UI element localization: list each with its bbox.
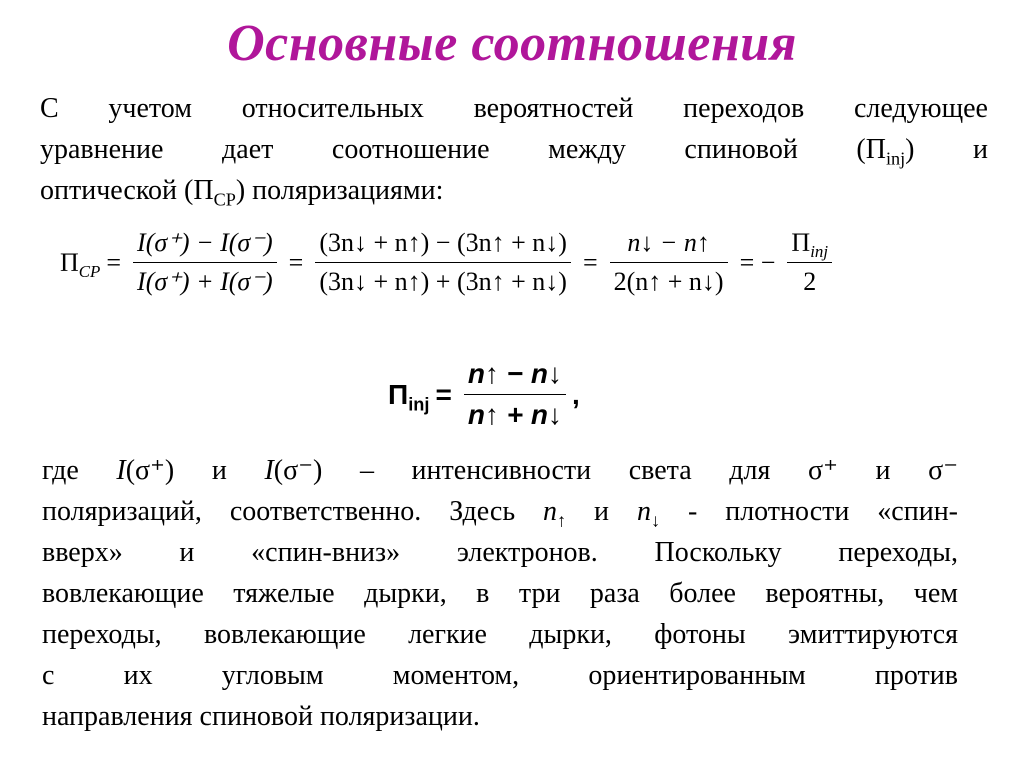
expl-line-4: вовлекающие тяжелые дырки, в три раза более вероятны, чем [42, 578, 958, 609]
explanation-paragraph [42, 450, 958, 737]
spin-down-subscript: ↓ [650, 510, 661, 531]
eq1-f2-numerator: (3n↓ + n↑) − (3n↑ + n↓) [319, 228, 567, 257]
eq1-fraction-intensity [133, 228, 277, 297]
eq1-equals-minus: = − [739, 247, 776, 277]
eq1-equals-1: = [106, 247, 122, 277]
fraction-bar [610, 262, 728, 263]
eq2-comma: , [571, 378, 580, 410]
eq2-denominator: n↑ + n↓ [467, 399, 562, 430]
fraction-bar [133, 262, 277, 263]
pi-inj-subscript: inj [885, 148, 906, 169]
eq1-equals-2: = [288, 247, 304, 277]
expl-line-1: где I(σ⁺) и I(σ⁻) – интенсивности света для σ⁺ и σ⁻ [42, 455, 958, 486]
eq2-equals: = [435, 378, 452, 410]
eq1-lhs: $\Pi_{CP}$ [60, 247, 101, 281]
expl-line-5: переходы, вовлекающие легкие дырки, фотоны эмиттируются [42, 619, 958, 650]
intro-line-2 [40, 129, 988, 170]
intro-line-2-end: ) и [905, 134, 989, 165]
expl-line-3: вверх» и «спин-вниз» электронов. Поскольку переходы, [42, 537, 958, 568]
fraction-bar [787, 262, 832, 263]
eq1-f4-sub: inj [810, 242, 829, 262]
eq1-f3-numerator: n↓ − n↑ [627, 228, 710, 257]
eq1-f1-numerator: I(σ⁺) − I(σ⁻) [137, 228, 273, 257]
pi-cp-subscript: CP [213, 189, 236, 210]
eq1-fraction-result [787, 228, 832, 297]
intro-line-3-text: оптической (П [40, 175, 214, 206]
fraction-bar [464, 394, 566, 395]
expl-line-2: поляризаций, соответственно. Здесь $n_↑$ и $n_↓$ - плотности «спин- [42, 496, 958, 531]
eq2-numerator: n↑ − n↓ [467, 358, 562, 389]
fraction-bar [315, 262, 571, 263]
eq2-lhs: $\Pi_{inj}$ [388, 378, 430, 415]
intro-line-2-text: уравнение дает соотношение между спиновой (П [40, 134, 886, 165]
intro-line-3-end: ) поляризациями: [235, 175, 444, 206]
eq1-f4-denominator: 2 [803, 267, 817, 296]
eq2-lhs-sub: inj [408, 394, 430, 415]
eq1-lhs-sub: CP [78, 261, 101, 281]
equation-pi-inj [388, 358, 580, 431]
eq1-f2-denominator: (3n↓ + n↑) + (3n↑ + n↓) [319, 267, 567, 296]
eq1-fraction-simplified [610, 228, 728, 297]
expl-line-6: с их угловым моментом, ориентированным против [42, 660, 958, 691]
expl-line-7: направления спиновой поляризации. [42, 701, 480, 732]
eq1-f4-numerator: $\Pi_{inj}$ [791, 228, 829, 262]
spin-up-subscript: ↑ [557, 510, 567, 531]
eq1-f3-denominator: 2(n↑ + n↓) [613, 267, 724, 296]
intro-line-1: С учетом относительных вероятностей переходов следующее [40, 93, 988, 124]
eq1-fraction-densities [315, 228, 571, 297]
intro-paragraph [40, 88, 988, 211]
equation-polarization [60, 228, 838, 297]
eq1-f1-denominator: I(σ⁺) + I(σ⁻) [137, 267, 273, 296]
intro-line-3 [40, 170, 988, 211]
page-title: Основные соотношения [227, 15, 797, 72]
eq1-equals-3: = [582, 247, 598, 277]
eq2-fraction [464, 358, 566, 431]
